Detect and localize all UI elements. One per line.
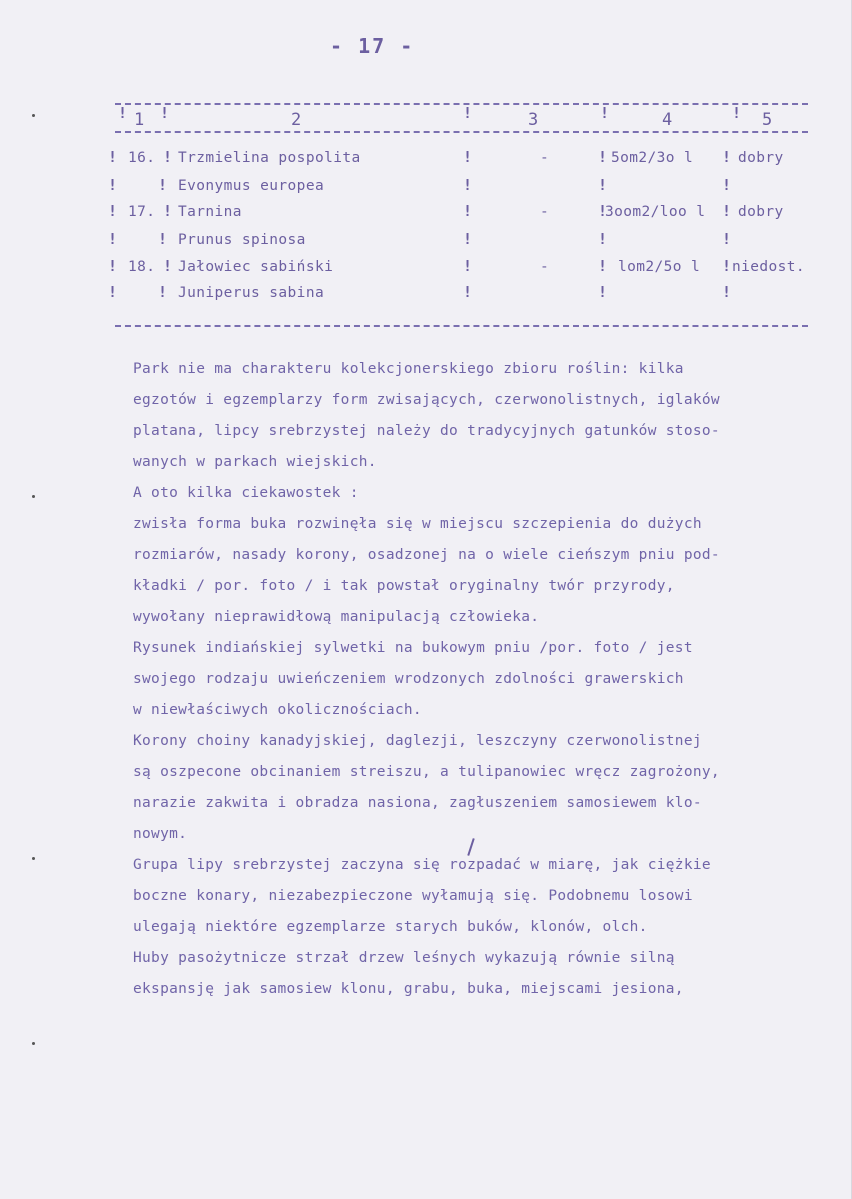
margin-dot [32,1042,35,1045]
table-header-rule [115,131,808,133]
text-line: Korony choiny kanadyjskiej, daglezji, leszczyny czerwonolistnej [133,733,702,749]
column-header: 5 [762,110,773,130]
row-separator: ! [463,202,473,220]
col5-value: dobry [738,204,784,220]
col5-value: niedost. [732,259,806,275]
column-separator: ! [600,104,610,122]
species-latin-name: Prunus spinosa [178,232,306,248]
row-separator: ! [598,230,608,248]
column-separator: ! [463,104,473,122]
col4-value: 5om2/3o l [611,150,694,166]
col3-value: - [540,259,550,275]
margin-dot [32,114,35,117]
column-separator: ! [118,104,128,122]
text-line: wywołany nieprawidłową manipulacją człowieka. [133,609,540,625]
row-separator: ! [108,202,118,220]
row-separator: ! [108,148,118,166]
col4-value: lom2/5o l [618,259,701,275]
text-line: narazie zakwita i obradza nasiona, zagłuszeniem samosiewem klo- [133,795,702,811]
row-separator: ! [463,230,473,248]
row-separator: ! [722,148,732,166]
species-polish-name: Trzmielina pospolita [178,150,361,166]
text-line: Grupa lipy srebrzystej zaczyna się rozpadać w miarę, jak ciężkie [133,857,711,873]
col3-value: - [540,150,550,166]
row-separator: ! [722,230,732,248]
row-number: 17. [128,204,156,220]
body-text [133,354,823,1005]
col5-value: dobry [738,150,784,166]
column-header: 1 [134,110,145,130]
page-number: - 17 - [330,34,415,58]
row-separator: ! [158,176,168,194]
row-separator: ! [722,176,732,194]
row-separator: ! [158,230,168,248]
column-header: 4 [662,110,673,130]
text-line: swojego rodzaju uwieńczeniem wrodzonych zdolności grawerskich [133,671,684,687]
row-separator: ! [108,230,118,248]
row-number: 16. [128,150,156,166]
row-separator: ! [463,148,473,166]
row-separator: ! [463,176,473,194]
column-header: 3 [528,110,539,130]
text-line: w niewłaściwych okolicznościach. [133,702,422,718]
species-latin-name: Juniperus sabina [178,285,325,301]
column-header: 2 [291,110,302,130]
row-separator: ! [163,148,173,166]
row-separator: ! [722,283,732,301]
row-number: 18. [128,259,156,275]
text-line: ekspansję jak samosiew klonu, grabu, buka, miejscami jesiona, [133,981,684,997]
row-separator: ! [722,257,732,275]
text-line: A oto kilka ciekawostek : [133,485,359,501]
text-line: Rysunek indiańskiej sylwetki na bukowym pniu /por. foto / jest [133,640,693,656]
row-separator: ! [158,283,168,301]
text-line: nowym. [133,826,188,842]
row-separator: ! [598,257,608,275]
text-line: platana, lipcy srebrzystej należy do tradycyjnych gatunków stoso- [133,423,720,439]
species-latin-name: Evonymus europea [178,178,325,194]
row-separator: ! [163,257,173,275]
species-polish-name: Jałowiec sabiński [178,259,334,275]
text-line: rozmiarów, nasady korony, osadzonej na o wiele cieńszym pniu pod- [133,547,720,563]
text-line: boczne konary, niezabezpieczone wyłamują się. Podobnemu losowi [133,888,693,904]
col4-value: 3oom2/loo l [605,204,706,220]
row-separator: ! [598,283,608,301]
row-separator: ! [108,257,118,275]
text-line: ulegają niektóre egzemplarze starych buków, klonów, olch. [133,919,648,935]
species-polish-name: Tarnina [178,204,242,220]
text-line: kładki / por. foto / i tak powstał oryginalny twór przyrody, [133,578,675,594]
row-separator: ! [163,202,173,220]
table-bottom-rule [115,325,808,327]
column-separator: ! [732,104,742,122]
text-line: są oszpecone obcinaniem streiszu, a tulipanowiec wręcz zagrożony, [133,764,720,780]
text-line: egzotów i egzemplarzy form zwisających, czerwonolistnych, iglaków [133,392,720,408]
column-separator: ! [160,104,170,122]
margin-dot [32,857,35,860]
row-separator: ! [463,283,473,301]
margin-dot [32,495,35,498]
text-line: zwisła forma buka rozwinęła się w miejscu szczepienia do dużych [133,516,702,532]
text-line: wanych w parkach wiejskich. [133,454,377,470]
row-separator: ! [722,202,732,220]
table-top-rule [115,103,808,105]
row-separator: ! [598,202,608,220]
row-separator: ! [108,283,118,301]
row-separator: ! [598,148,608,166]
row-separator: ! [108,176,118,194]
text-line: Park nie ma charakteru kolekcjonerskiego zbioru roślin: kilka [133,361,684,377]
text-line: Huby pasożytnicze strzał drzew leśnych wykazują równie silną [133,950,675,966]
row-separator: ! [598,176,608,194]
col3-value: - [540,204,550,220]
row-separator: ! [463,257,473,275]
